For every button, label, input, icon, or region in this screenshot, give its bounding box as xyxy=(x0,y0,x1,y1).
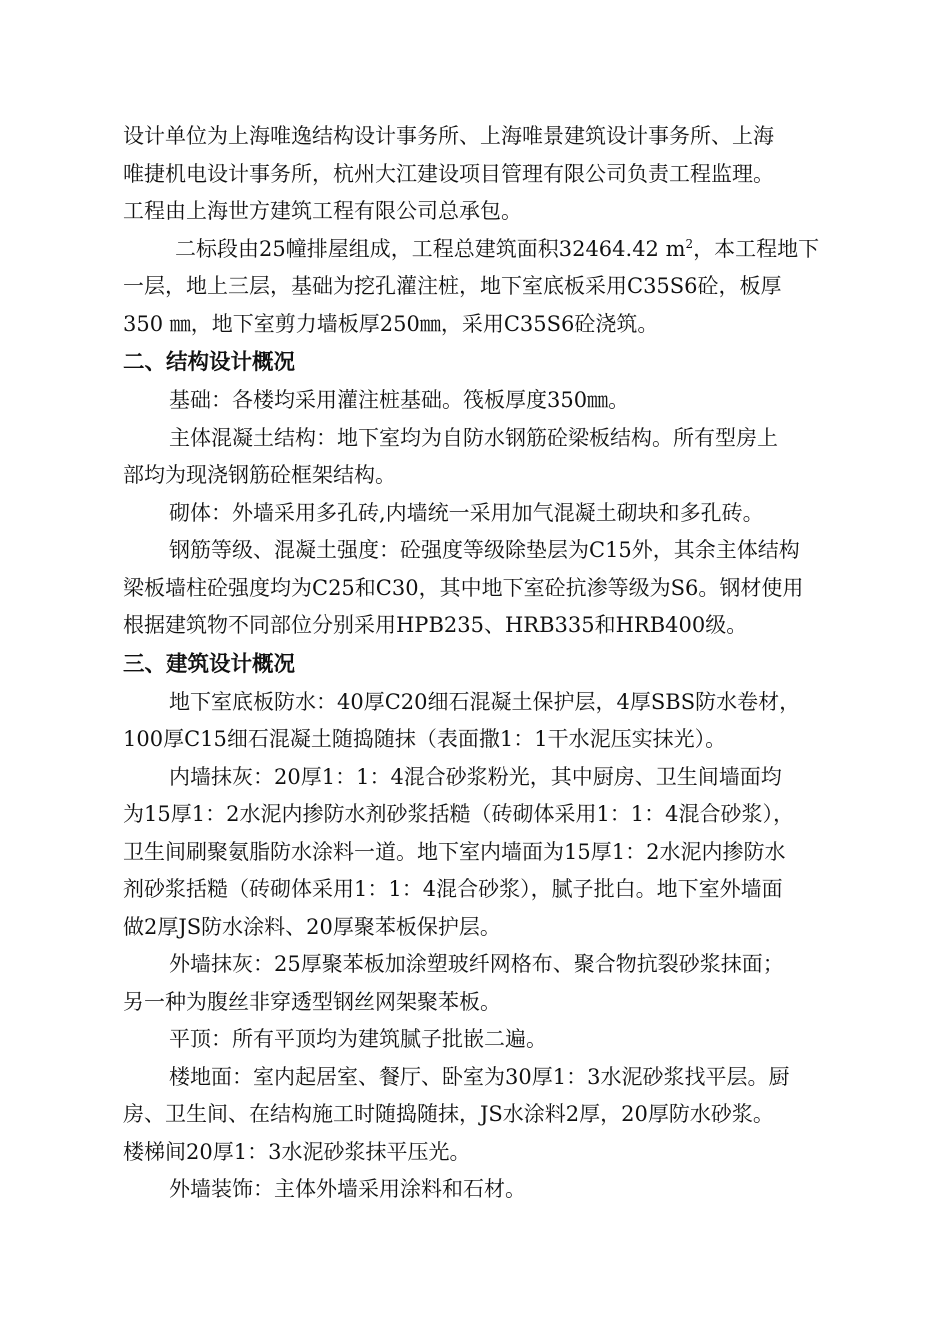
paragraph-exterior-plaster xyxy=(123,946,838,1021)
text-line: 根据建筑物不同部位分别采用HPB235、HRB335和HRB400级。 xyxy=(123,613,748,637)
intro-paragraph-1 xyxy=(123,118,838,231)
text-line: 部均为现浇钢筋砼框架结构。 xyxy=(123,463,396,487)
text-line: 基础：各楼均采用灌注桩基础。筏板厚度350㎜。 xyxy=(169,388,630,412)
paragraph-basement-waterproofing xyxy=(123,684,838,759)
text-line: 外墙装饰：主体外墙采用涂料和石材。 xyxy=(169,1177,526,1201)
text-line: 楼地面：室内起居室、餐厅、卧室为30厚1：3水泥砂浆找平层。厨 xyxy=(169,1064,790,1089)
text-line: 楼梯间20厚1：3水泥砂浆抹平压光。 xyxy=(123,1139,471,1164)
intro-paragraph-2 xyxy=(123,231,838,344)
paragraph-foundation xyxy=(123,382,838,420)
paragraph-exterior-decoration xyxy=(123,1171,838,1209)
area-text: 二标段由25幢排屋组成，工程总建筑面积32464.42 m xyxy=(175,236,686,261)
paragraph-floors xyxy=(123,1059,838,1172)
text-line: 设计单位为上海唯逸结构设计事务所、上海唯景建筑设计事务所、上海 xyxy=(123,124,774,148)
text-line: 房、卫生间、在结构施工时随捣随抹，JS水涂料2厚，20厚防水砂浆。 xyxy=(123,1102,774,1126)
text-line: 卫生间刷聚氨脂防水涂料一道。地下室内墙面为15厚1：2水泥内掺防水 xyxy=(123,839,786,864)
text-fragment: ，本工程地下 xyxy=(693,236,820,261)
text-line: 350 ㎜，地下室剪力墙板厚250㎜，采用C35S6砼浇筑。 xyxy=(123,311,659,336)
section-heading: 三、建筑设计概况 xyxy=(123,651,296,677)
text-line: 做2厚JS防水涂料、20厚聚苯板保护层。 xyxy=(123,914,501,939)
section-heading: 二、结构设计概况 xyxy=(123,350,296,375)
text-line: 100厚C15细石混凝土随捣随抹（表面撒1：1干水泥压实抹光）。 xyxy=(123,727,727,751)
paragraph-masonry xyxy=(123,495,838,533)
paragraph-ceiling xyxy=(123,1021,838,1059)
text-line: 另一种为腹丝非穿透型钢丝网架聚苯板。 xyxy=(123,989,501,1014)
text-line: 唯捷机电设计事务所，杭州大江建设项目管理有限公司负责工程监理。 xyxy=(123,161,774,186)
paragraph-main-structure xyxy=(123,420,838,495)
text-line: 工程由上海世方建筑工程有限公司总承包。 xyxy=(123,199,522,223)
text-line: 一层，地上三层，基础为挖孔灌注桩，地下室底板采用C35S6砼，板厚 xyxy=(123,274,782,298)
text-line: 剂砂浆括糙（砖砌体采用1：1：4混合砂浆），腻子批白。地下室外墙面 xyxy=(123,877,783,901)
text-line: 梁板墙柱砼强度均为C25和C30，其中地下室砼抗渗等级为S6。钢材使用 xyxy=(123,575,804,600)
text-line: 内墙抹灰：20厚1：1：4混合砂浆粉光，其中厨房、卫生间墙面均 xyxy=(169,764,782,789)
text-line: 平顶：所有平顶均为建筑腻子批嵌二遍。 xyxy=(169,1027,547,1051)
paragraph-interior-plaster xyxy=(123,759,838,947)
text-line: 主体混凝土结构：地下室均为自防水钢筋砼梁板结构。所有型房上 xyxy=(169,425,778,450)
text-line xyxy=(123,231,838,269)
section-architectural-design xyxy=(123,646,838,1209)
paragraph-steel-concrete-grade xyxy=(123,532,838,645)
text-line: 外墙抹灰：25厚聚苯板加涂塑玻纤网格布、聚合物抗裂砂浆抹面； xyxy=(169,952,784,976)
text-line: 砌体：外墙采用多孔砖,内墙统一采用加气混凝土砌块和多孔砖。 xyxy=(169,500,764,525)
text-line: 钢筋等级、混凝土强度：砼强度等级除垫层为C15外，其余主体结构 xyxy=(169,538,800,562)
text-line: 地下室底板防水：40厚C20细石混凝土保护层，4厚SBS防水卷材， xyxy=(169,689,801,714)
text-line: 为15厚1：2水泥内掺防水剂砂浆括糙（砖砌体采用1：1：4混合砂浆）， xyxy=(123,802,795,826)
document-body xyxy=(123,118,838,1209)
superscript-2: 2 xyxy=(685,236,694,251)
section-structural-design xyxy=(123,344,838,645)
